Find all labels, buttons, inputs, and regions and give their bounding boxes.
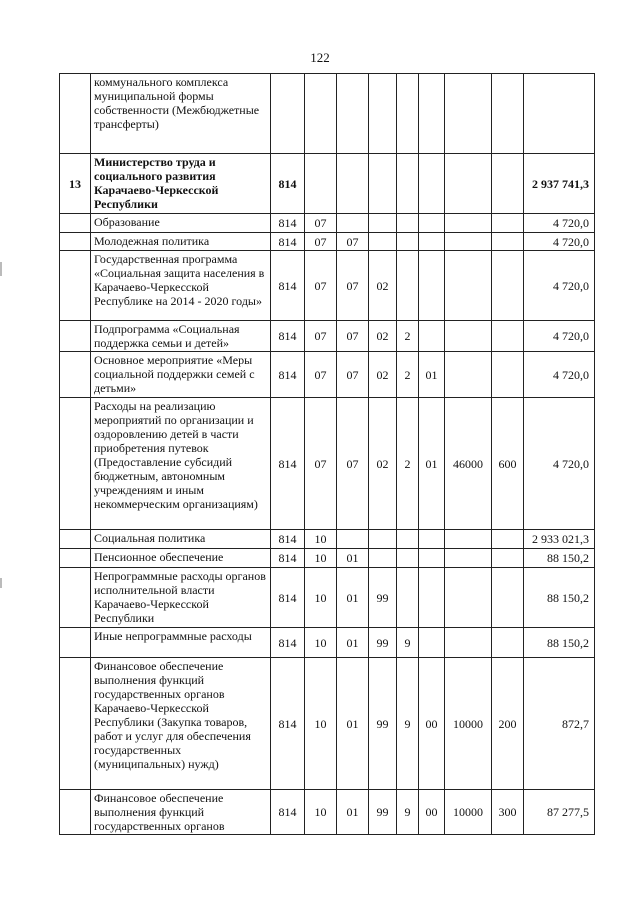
expense-type-cell	[492, 214, 524, 233]
amount-cell: 4 720,0	[524, 398, 595, 530]
admin-code-cell: 814	[271, 214, 305, 233]
event-code-cell: 01	[419, 352, 445, 398]
subprogram-code-cell	[397, 74, 419, 154]
row-number-cell	[60, 251, 91, 321]
direction-code-cell	[445, 74, 492, 154]
margin-mark	[0, 578, 2, 588]
subsection-code-cell: 07	[337, 251, 369, 321]
table-row	[60, 233, 595, 251]
direction-code-cell: 10000	[445, 790, 492, 835]
table-row	[60, 628, 595, 658]
table-row	[60, 530, 595, 549]
expense-type-cell	[492, 233, 524, 251]
section-code-cell: 10	[305, 658, 337, 790]
event-code-cell	[419, 251, 445, 321]
name-cell: Расходы на реализацию мероприятий по организации и оздоровлению детей в части приобретения путевок (Предоставление субсидий бюджетным, автономным учреждениям и иным некоммерческим организациям)	[91, 398, 271, 530]
row-number-cell	[60, 398, 91, 530]
subsection-code-cell	[337, 214, 369, 233]
event-code-cell: 01	[419, 398, 445, 530]
table-row	[60, 214, 595, 233]
row-number-cell: 13	[60, 154, 91, 214]
admin-code-cell	[271, 74, 305, 154]
amount-cell: 2 933 021,3	[524, 530, 595, 549]
event-code-cell	[419, 74, 445, 154]
event-code-cell: 00	[419, 658, 445, 790]
expense-type-cell	[492, 549, 524, 568]
admin-code-cell: 814	[271, 530, 305, 549]
amount-cell: 4 720,0	[524, 233, 595, 251]
row-number-cell	[60, 568, 91, 628]
amount-cell: 87 277,5	[524, 790, 595, 835]
program-code-cell: 99	[369, 568, 397, 628]
direction-code-cell	[445, 549, 492, 568]
section-code-cell: 07	[305, 233, 337, 251]
admin-code-cell: 814	[271, 790, 305, 835]
subsection-code-cell: 01	[337, 568, 369, 628]
section-code-cell: 10	[305, 628, 337, 658]
admin-code-cell: 814	[271, 251, 305, 321]
section-code-cell: 07	[305, 398, 337, 530]
subsection-code-cell	[337, 530, 369, 549]
subprogram-code-cell: 2	[397, 321, 419, 352]
admin-code-cell: 814	[271, 658, 305, 790]
admin-code-cell: 814	[271, 352, 305, 398]
table-row	[60, 658, 595, 790]
name-cell: Непрограммные расходы органов исполнительной власти Карачаево-Черкесской Республики	[91, 568, 271, 628]
expense-type-cell	[492, 321, 524, 352]
program-code-cell	[369, 530, 397, 549]
event-code-cell	[419, 233, 445, 251]
event-code-cell: 00	[419, 790, 445, 835]
subsection-code-cell	[337, 154, 369, 214]
table-row	[60, 154, 595, 214]
direction-code-cell	[445, 568, 492, 628]
amount-cell: 872,7	[524, 658, 595, 790]
subprogram-code-cell: 9	[397, 790, 419, 835]
name-cell: Социальная политика	[91, 530, 271, 549]
name-cell: Иные непрограммные расходы	[91, 628, 271, 658]
table-row	[60, 790, 595, 835]
event-code-cell	[419, 214, 445, 233]
subprogram-code-cell	[397, 214, 419, 233]
name-cell: Образование	[91, 214, 271, 233]
expense-type-cell	[492, 154, 524, 214]
direction-code-cell	[445, 154, 492, 214]
direction-code-cell	[445, 321, 492, 352]
row-number-cell	[60, 549, 91, 568]
section-code-cell: 10	[305, 790, 337, 835]
program-code-cell	[369, 214, 397, 233]
section-code-cell: 10	[305, 568, 337, 628]
expense-type-cell	[492, 628, 524, 658]
program-code-cell: 02	[369, 352, 397, 398]
name-cell: Подпрограмма «Социальная поддержка семьи и детей»	[91, 321, 271, 352]
name-cell: Министерство труда и социального развития Карачаево-Черкесской Республики	[91, 154, 271, 214]
admin-code-cell: 814	[271, 154, 305, 214]
expense-type-cell	[492, 251, 524, 321]
subprogram-code-cell	[397, 568, 419, 628]
name-cell: Финансовое обеспечение выполнения функций государственных органов Карачаево-Черкесской Республики (Закупка товаров, работ и услуг для обеспечения государственных (муниципальных) нужд)	[91, 658, 271, 790]
event-code-cell	[419, 549, 445, 568]
direction-code-cell	[445, 530, 492, 549]
name-cell: Молодежная политика	[91, 233, 271, 251]
table-row	[60, 549, 595, 568]
admin-code-cell: 814	[271, 628, 305, 658]
program-code-cell: 02	[369, 398, 397, 530]
section-code-cell: 07	[305, 214, 337, 233]
direction-code-cell	[445, 214, 492, 233]
amount-cell: 2 937 741,3	[524, 154, 595, 214]
subsection-code-cell: 01	[337, 628, 369, 658]
direction-code-cell	[445, 233, 492, 251]
subsection-code-cell: 01	[337, 790, 369, 835]
expense-type-cell: 300	[492, 790, 524, 835]
program-code-cell: 99	[369, 790, 397, 835]
subsection-code-cell	[337, 74, 369, 154]
amount-cell: 4 720,0	[524, 214, 595, 233]
event-code-cell	[419, 628, 445, 658]
margin-mark	[0, 262, 2, 276]
table-body	[60, 74, 595, 835]
table-row	[60, 352, 595, 398]
program-code-cell	[369, 154, 397, 214]
table-row	[60, 568, 595, 628]
subprogram-code-cell	[397, 233, 419, 251]
name-cell: Основное мероприятие «Меры социальной поддержки семей с детьми»	[91, 352, 271, 398]
row-number-cell	[60, 658, 91, 790]
direction-code-cell	[445, 251, 492, 321]
expense-type-cell: 600	[492, 398, 524, 530]
subsection-code-cell: 07	[337, 352, 369, 398]
amount-cell: 4 720,0	[524, 251, 595, 321]
row-number-cell	[60, 352, 91, 398]
section-code-cell: 07	[305, 251, 337, 321]
program-code-cell: 99	[369, 628, 397, 658]
table-row	[60, 251, 595, 321]
section-code-cell: 10	[305, 530, 337, 549]
subsection-code-cell: 07	[337, 398, 369, 530]
program-code-cell: 99	[369, 658, 397, 790]
subsection-code-cell: 01	[337, 658, 369, 790]
amount-cell: 88 150,2	[524, 568, 595, 628]
event-code-cell	[419, 568, 445, 628]
event-code-cell	[419, 154, 445, 214]
row-number-cell	[60, 321, 91, 352]
expense-type-cell: 200	[492, 658, 524, 790]
subprogram-code-cell: 2	[397, 352, 419, 398]
direction-code-cell: 46000	[445, 398, 492, 530]
section-code-cell: 07	[305, 352, 337, 398]
direction-code-cell: 10000	[445, 658, 492, 790]
program-code-cell: 02	[369, 251, 397, 321]
admin-code-cell: 814	[271, 549, 305, 568]
row-number-cell	[60, 628, 91, 658]
program-code-cell: 02	[369, 321, 397, 352]
subprogram-code-cell	[397, 530, 419, 549]
subprogram-code-cell: 2	[397, 398, 419, 530]
subprogram-code-cell: 9	[397, 628, 419, 658]
admin-code-cell: 814	[271, 568, 305, 628]
subsection-code-cell: 01	[337, 549, 369, 568]
direction-code-cell	[445, 628, 492, 658]
event-code-cell	[419, 321, 445, 352]
name-cell: Государственная программа «Социальная защита населения в Карачаево-Черкесской Республике на 2014 - 2020 годы»	[91, 251, 271, 321]
table-row	[60, 74, 595, 154]
program-code-cell	[369, 549, 397, 568]
page-number: 122	[310, 50, 330, 65]
direction-code-cell	[445, 352, 492, 398]
subsection-code-cell: 07	[337, 321, 369, 352]
admin-code-cell: 814	[271, 321, 305, 352]
event-code-cell	[419, 530, 445, 549]
amount-cell	[524, 74, 595, 154]
admin-code-cell: 814	[271, 233, 305, 251]
subprogram-code-cell	[397, 154, 419, 214]
section-code-cell	[305, 154, 337, 214]
expense-type-cell	[492, 352, 524, 398]
section-code-cell: 07	[305, 321, 337, 352]
expense-type-cell	[492, 74, 524, 154]
table-row	[60, 398, 595, 530]
row-number-cell	[60, 214, 91, 233]
subprogram-code-cell: 9	[397, 658, 419, 790]
amount-cell: 4 720,0	[524, 352, 595, 398]
row-number-cell	[60, 530, 91, 549]
budget-table	[59, 73, 595, 835]
table-row	[60, 321, 595, 352]
name-cell: Пенсионное обеспечение	[91, 549, 271, 568]
section-code-cell	[305, 74, 337, 154]
program-code-cell	[369, 233, 397, 251]
expense-type-cell	[492, 568, 524, 628]
admin-code-cell: 814	[271, 398, 305, 530]
row-number-cell	[60, 790, 91, 835]
section-code-cell: 10	[305, 549, 337, 568]
program-code-cell	[369, 74, 397, 154]
subsection-code-cell: 07	[337, 233, 369, 251]
expense-type-cell	[492, 530, 524, 549]
row-number-cell	[60, 233, 91, 251]
subprogram-code-cell	[397, 251, 419, 321]
subprogram-code-cell	[397, 549, 419, 568]
row-number-cell	[60, 74, 91, 154]
name-cell: Финансовое обеспечение выполнения функций государственных органов	[91, 790, 271, 835]
amount-cell: 88 150,2	[524, 628, 595, 658]
amount-cell: 4 720,0	[524, 321, 595, 352]
amount-cell: 88 150,2	[524, 549, 595, 568]
name-cell: коммунального комплекса муниципальной формы собственности (Межбюджетные трансферты)	[91, 74, 271, 154]
